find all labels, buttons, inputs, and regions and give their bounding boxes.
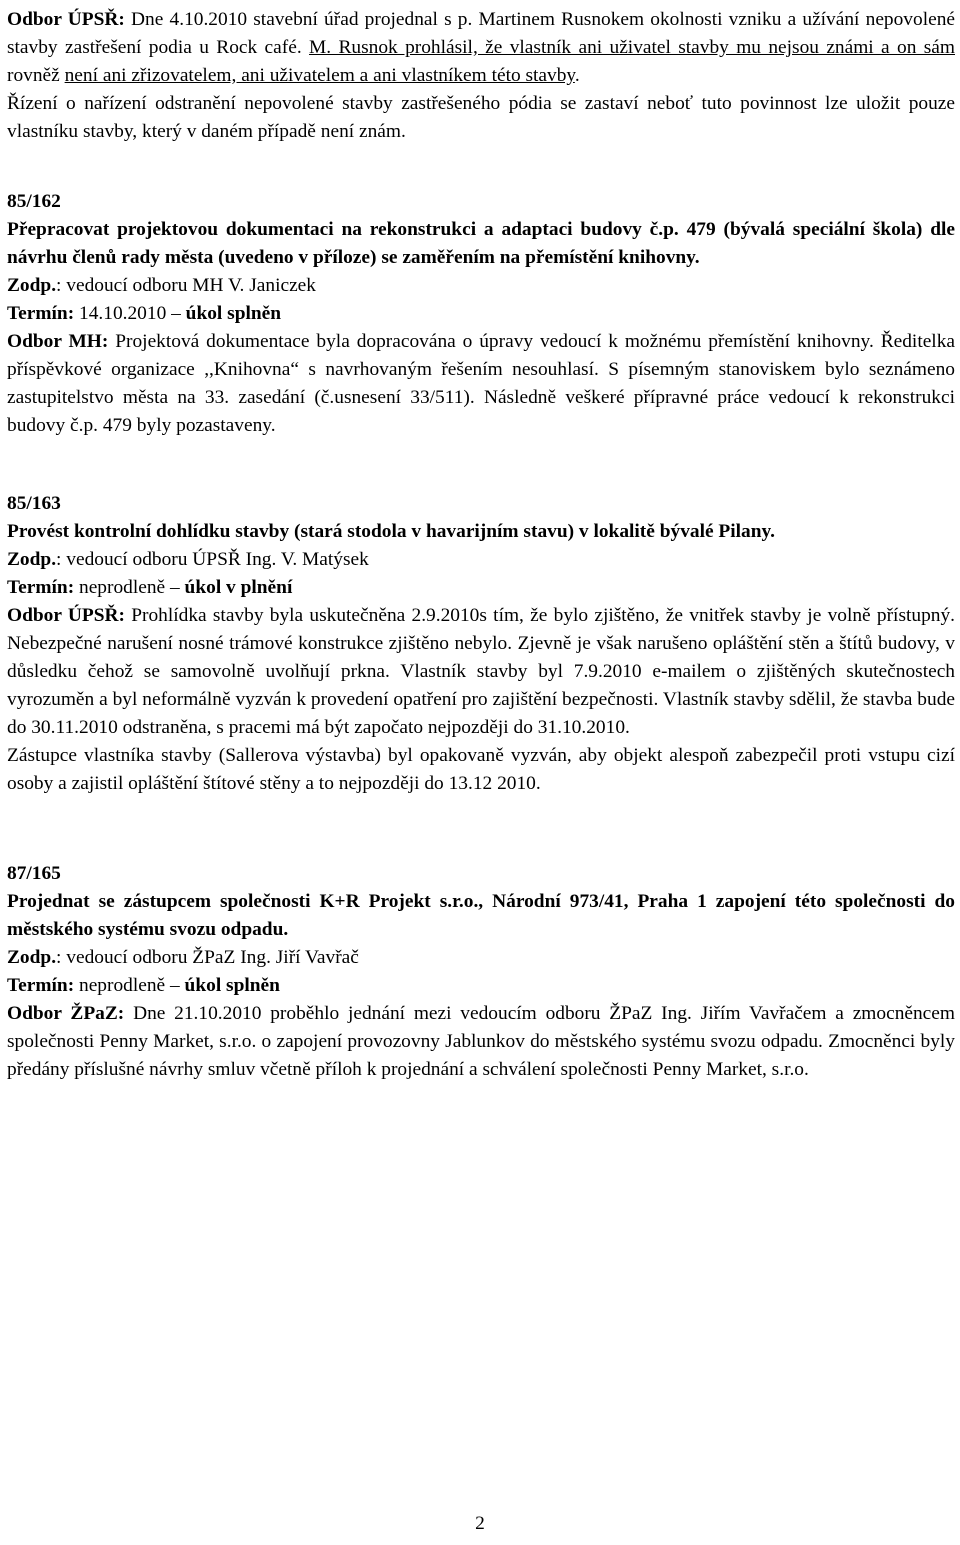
spacer — [7, 440, 955, 490]
deadline-value: neprodleně — [74, 975, 170, 996]
document-page — [7, 6, 955, 1084]
responsible-value: : vedoucí odboru ŽPaZ Ing. Jiří Vavřač — [56, 947, 359, 968]
deadline-label: Termín: — [7, 975, 75, 996]
item-responsible — [7, 272, 955, 300]
item-number: 87/165 — [7, 863, 61, 884]
report-text: Prohlídka stavby byla uskutečněna 2.9.2010s tím, že bylo zjištěno, že vnitřek stavby je volně přístupný. Nebezpečné narušení nosné trámové konstrukce zjištěno nebylo. Zjevně je však narušeno opláštění stěn a štítů budovy, v důsledku čehož se samovolně uvolňují prkna. Vlastník stavby byl 7.9.2010 e-mailem o zjištěných skutečnostech vyrozuměn a byl neformálně vyzván k provedení opatření pro zajištění bezpečnosti. Vlastník stavby sdělil, že stavba bude do 30.11.2010 odstraněna, s pracemi má být započato nejpozději do 31.10.2010. — [7, 605, 956, 738]
intro-text-also: rovněž — [7, 65, 65, 86]
report-text: Projektová dokumentace byla dopracována o úpravy vedoucí k možnému přemístění knihovny. Ředitelka příspěvkové organizace ,,Knihovna“ s navrhovaným řešením nesouhlasí. S písemným stanoviskem bylo seznámeno zastupitelstvo města na 33. zasedání (č.usnesení 33/511). Následně veškeré přípravné práce vedoucí k rekonstrukci budovy č.p. 479 byly pozastaveny. — [7, 331, 955, 436]
intro-underlined-himself: on sám — [897, 37, 955, 58]
intro-text: Dne 4.10.2010 stavební úřad projednal s p. Martinem Rusnokem okolnosti vzniku a užívání nepovolené stavby zastřešení podia u Rock café. — [7, 9, 955, 58]
deadline-status: úkol splněn — [180, 303, 282, 324]
deadline-label: Termín: — [7, 577, 75, 598]
item-responsible — [7, 546, 955, 574]
intro-underlined-not-owner: není ani zřizovatelem, ani uživatelem a ani vlastníkem této stavby — [64, 65, 575, 86]
intro-dept-label: Odbor ÚPSŘ: — [7, 9, 125, 30]
report-dept-label: Odbor ŽPaZ: — [7, 1003, 125, 1024]
item-number: 85/163 — [7, 493, 61, 514]
item-deadline — [7, 574, 955, 602]
item-deadline — [7, 300, 955, 328]
item-title: Přepracovat projektovou dokumentaci na rekonstrukci a adaptaci budovy č.p. 479 (bývalá speciální škola) dle návrhu členů rady města (uvedeno v příloze) se zaměřením na přemístění knihovny. — [7, 219, 955, 268]
deadline-dash: – — [171, 303, 181, 324]
deadline-dash: – — [170, 975, 180, 996]
spacer — [7, 146, 955, 188]
item-report — [7, 602, 955, 742]
item-number: 85/162 — [7, 191, 61, 212]
intro-paragraph-1 — [7, 6, 955, 90]
item-85-162 — [7, 188, 955, 440]
intro-paragraph-2: Řízení o nařízení odstranění nepovolené stavby zastřešeného pódia se zastaví neboť tuto povinnost lze uložit pouze vlastníku stavby, který v daném případě není znám. — [7, 93, 955, 142]
deadline-status: úkol splněn — [179, 975, 280, 996]
intro-underlined-statement: M. Rusnok prohlásil, že vlastník ani uživatel stavby mu nejsou známi a — [309, 37, 898, 58]
item-deadline — [7, 972, 955, 1000]
responsible-value: : vedoucí odboru ÚPSŘ Ing. V. Matýsek — [56, 549, 369, 570]
item-report-extra: Zástupce vlastníka stavby (Sallerova výstavba) byl opakovaně vyzván, aby objekt alespoň zabezpečil proti vstupu cizí osoby a zajistil opláštění štítové stěny a to nejpozději do 13.12 2010. — [7, 745, 955, 794]
page-number: 2 — [475, 1513, 485, 1534]
item-responsible — [7, 944, 955, 972]
responsible-label: Zodp. — [7, 275, 57, 296]
report-dept-label: Odbor ÚPSŘ: — [7, 605, 125, 626]
deadline-status: úkol v plnění — [179, 577, 293, 598]
deadline-dash: – — [170, 577, 180, 598]
report-dept-label: Odbor MH: — [7, 331, 109, 352]
spacer — [7, 798, 955, 860]
report-text: Dne 21.10.2010 proběhlo jednání mezi vedoucím odboru ŽPaZ Ing. Jiřím Vavřačem a zmocněncem společnosti Penny Market, s.r.o. o zapojení provozovny Jablunkov do městského systému svozu odpadu. Zmocněnci byly předány příslušné návrhy smluv včetně příloh k projednání a schválení společnosti Penny Market, s.r.o. — [7, 1003, 955, 1080]
responsible-value: : vedoucí odboru MH V. Janiczek — [56, 275, 316, 296]
item-87-165 — [7, 860, 955, 1084]
responsible-label: Zodp. — [7, 549, 57, 570]
intro-text-end: . — [574, 65, 580, 86]
item-title: Provést kontrolní dohlídku stavby (stará stodola v havarijním stavu) v lokalitě bývalé Pilany. — [7, 521, 775, 542]
item-report — [7, 328, 955, 440]
item-85-163 — [7, 490, 955, 798]
deadline-label: Termín: — [7, 303, 75, 324]
deadline-value: 14.10.2010 — [74, 303, 172, 324]
responsible-label: Zodp. — [7, 947, 57, 968]
deadline-value: neprodleně — [74, 577, 170, 598]
item-title: Projednat se zástupcem společnosti K+R Projekt s.r.o., Národní 973/41, Praha 1 zapojení této společnosti do městského systému svozu odpadu. — [7, 891, 955, 940]
item-report — [7, 1000, 955, 1084]
